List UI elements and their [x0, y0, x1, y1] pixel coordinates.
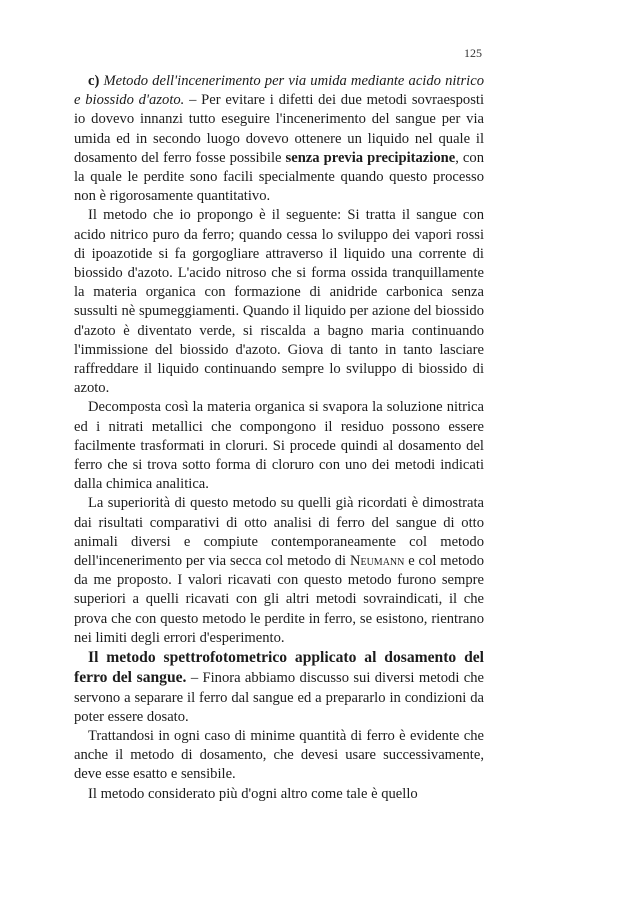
emphasis-text: senza previa precipitazione — [285, 149, 456, 166]
author-name: Neumann — [349, 553, 405, 570]
paragraph-metodo-umido — [74, 72, 484, 206]
page-body — [74, 72, 484, 804]
paragraph-text: La superiorità di questo metodo su quelli già ricordati è dimostrata dai risultati comparativi di otto analisi di ferro del sangue di otto animali diversi e compiute contemporaneamente col metodo dell'incenerimento per via secca col metodo di — [74, 495, 484, 570]
section-heading: Il metodo spettrofotometrico applicato al dosamento del ferro del sangue. — [74, 649, 484, 687]
paragraph-text: e col metodo da me proposto. I valori ricavati con questo metodo furono sempre superiori a quelli ricavati con gli altri metodi sovraindicati, il che prova che con questo metodo le perdite in ferro, se esistono, rientrano nei limiti degli errori d'esperimento. — [74, 553, 485, 646]
page-number: 125 — [464, 46, 482, 60]
paragraph-text: – Finora abbiamo discusso sui diversi metodi che servono a separare il ferro dal sangue ed a prepararlo in condizioni da poter essere dosato. — [74, 670, 484, 725]
paragraph-metodo-proposto: Il metodo che io propongo è il seguente: Si tratta il sangue con acido nitrico puro da ferro; quando cessa lo sviluppo dei vapori rossi di ipoazotide si fa gorgogliare attraverso il liquido una corrente di biossido d'azoto. L'acido nitroso che si forma ossida tranquillamente la materia organica con formazione di anidride carbonica senza sussulti nè spumeggiamenti. Quando il liquido per azione del biossido d'azoto è diventato verde, si riscalda a bagno maria continuando l'immissione del biossido d'azoto. Giova di tanto in tanto lasciare raffreddare il liquido continuando sempre lo sviluppo di biossido di azoto. — [74, 207, 484, 397]
paragraph-metodo-considerato: Il metodo considerato più d'ogni altro come tale è quello — [88, 785, 418, 802]
paragraph-text: – Per evitare i difetti dei due metodi sovraesposti io dovevo innanzi tutto eseguire l'incenerimento del sangue per via umida ed in secondo luogo dovevo ottenere un liquido nel quale il dosamento del ferro fosse possibile — [74, 92, 484, 166]
section-label: c) — [88, 73, 100, 89]
paragraph-decomposizione: Decomposta così la materia organica si svapora la soluzione nitrica ed i nitrati metallici che compongono il residuo possono essere facilmente trasformati in cloruri. Si procede quindi al dosamento del ferro che si trova sotto forma di cloruro con uno dei metodi indicati dalla chimica analitica. — [74, 399, 484, 493]
paragraph-superiorita — [74, 494, 484, 648]
paragraph-minime-quantita: Trattandosi in ogni caso di minime quantità di ferro è evidente che anche il metodo di dosamento, che devesi usare successivamente, deve esse esatto e sensibile. — [74, 727, 484, 783]
paragraph-text: , con la quale le perdite sono facili specialmente quando questo processo non è rigorosamente quantitativo. — [74, 149, 484, 205]
paragraph-spettrofotometrico — [74, 648, 484, 727]
section-title: Metodo dell'incenerimento per via umida mediante acido nitrico e biossido d'azoto. — [74, 73, 484, 109]
